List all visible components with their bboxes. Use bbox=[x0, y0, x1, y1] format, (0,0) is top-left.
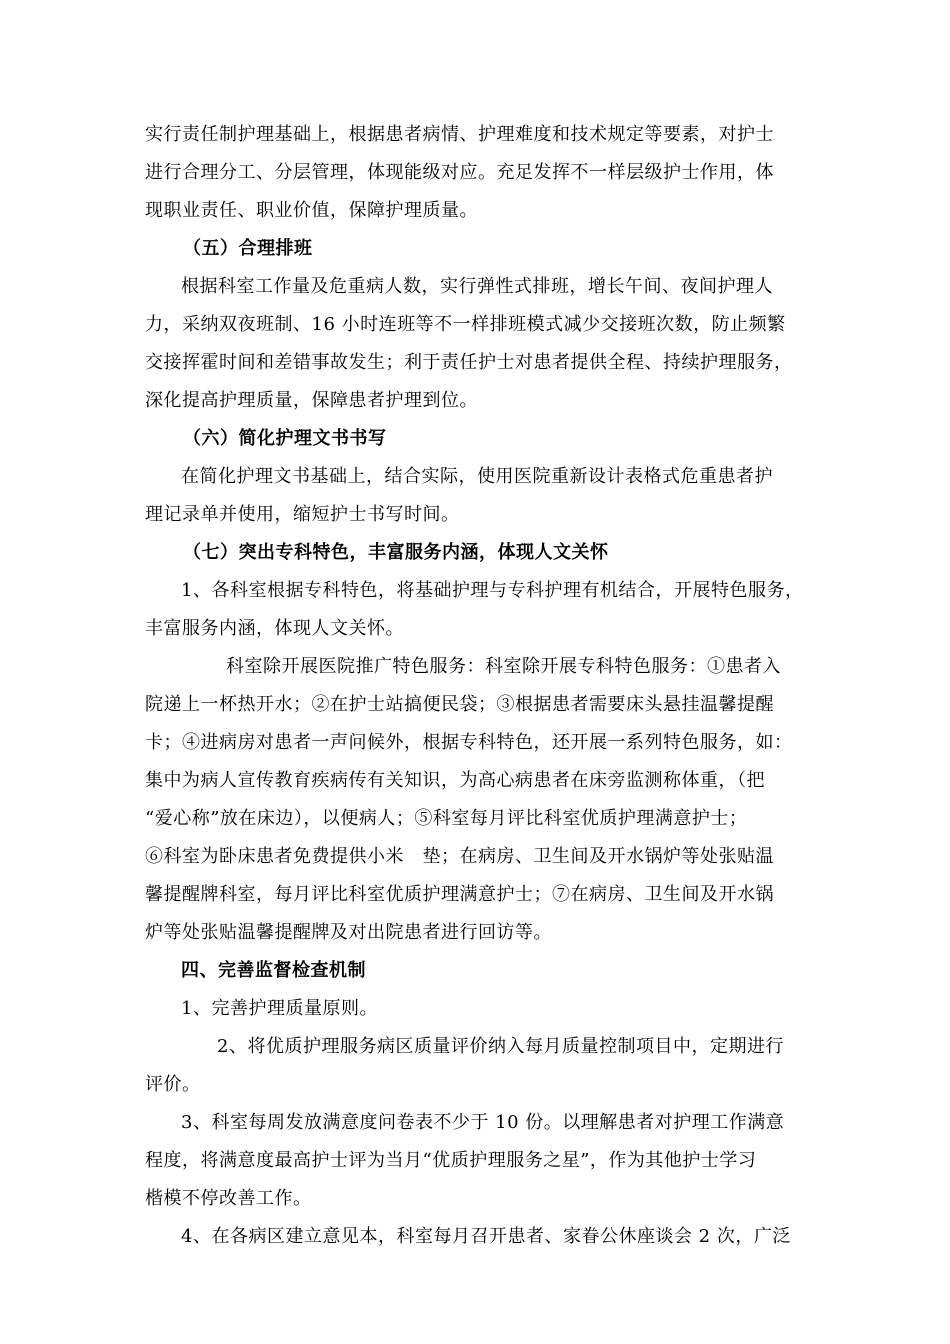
text-line: 炉等处张贴温馨提醒牌及对出院患者进行回访等。 bbox=[145, 922, 552, 943]
text-line: 楷模不停改善工作。 bbox=[145, 1188, 312, 1209]
section-heading-4: 四、完善监督检查机制 bbox=[181, 960, 366, 981]
text-line: 科室除开展医院推广特色服务：科室除开展专科特色服务：①患者入 bbox=[226, 656, 781, 677]
text-line: 院递上一杯热开水；②在护士站搞便民袋；③根据患者需要床头悬挂温馨提醒 bbox=[145, 694, 774, 715]
section-heading-6: （六）简化护理文书书写 bbox=[183, 428, 387, 449]
text-line: 根据科室工作量及危重病人数，实行弹性式排班，增长午间、夜间护理人 bbox=[181, 276, 773, 297]
text-line: 理记录单并使用，缩短护士书写时间。 bbox=[145, 504, 460, 525]
text-line: 馨提醒牌科室，每月评比科室优质护理满意护士；⑦在病房、卫生间及开水锅 bbox=[145, 884, 774, 905]
text-line: 1、完善护理质量原则。 bbox=[181, 998, 378, 1019]
section-heading-5: （五）合理排班 bbox=[183, 238, 313, 259]
text-line: 卡；④进病房对患者一声问候外，根据专科特色，还开展一系列特色服务，如： bbox=[145, 732, 793, 753]
text-line: 在简化护理文书基础上，结合实际，使用医院重新设计表格式危重患者护 bbox=[181, 466, 773, 487]
text-line: 力，采纳双夜班制、16 小时连班等不一样排班模式减少交接班次数，防止频繁 bbox=[145, 314, 786, 335]
text-line: 3、科室每周发放满意度问卷表不少于 10 份。以理解患者对护理工作满意 bbox=[181, 1112, 785, 1133]
text-line: 程度，将满意度最高护士评为当月“优质护理服务之星”，作为其他护士学习 bbox=[145, 1150, 757, 1171]
text-line: 4、在各病区建立意见本，科室每月召开患者、家眷公休座谈会 2 次，广泛 bbox=[181, 1226, 791, 1247]
text-line: 实行责任制护理基础上，根据患者病情、护理难度和技术规定等要素，对护士 bbox=[145, 124, 774, 145]
text-line: 进行合理分工、分层管理，体现能级对应。充足发挥不一样层级护士作用，体 bbox=[145, 162, 774, 183]
text-line: 2、将优质护理服务病区质量评价纳入每月质量控制项目中，定期进行 bbox=[217, 1036, 784, 1057]
text-line: 深化提高护理质量，保障患者护理到位。 bbox=[145, 390, 478, 411]
text-line: 丰富服务内涵，体现人文关怀。 bbox=[145, 618, 404, 639]
text-line: 交接挥霍时间和差错事故发生；利于责任护士对患者提供全程、持续护理服务， bbox=[145, 352, 793, 373]
text-line: 集中为病人宣传教育疾病传有关知识，为高心病患者在床旁监测称体重，（把 bbox=[145, 770, 765, 791]
text-line: ⑥科室为卧床患者免费提供小米 垫；在病房、卫生间及开水锅炉等处张贴温 bbox=[145, 846, 774, 867]
text-line: 1、各科室根据专科特色，将基础护理与专科护理有机结合，开展特色服务， bbox=[181, 580, 804, 601]
text-line: “爱心称”放在床边），以便病人；⑤科室每月评比科室优质护理满意护士； bbox=[145, 808, 748, 829]
text-line: 现职业责任、职业价值，保障护理质量。 bbox=[145, 200, 478, 221]
section-heading-7: （七）突出专科特色，丰富服务内涵，体现人文关怀 bbox=[183, 542, 609, 563]
text-line: 评价。 bbox=[145, 1074, 201, 1095]
